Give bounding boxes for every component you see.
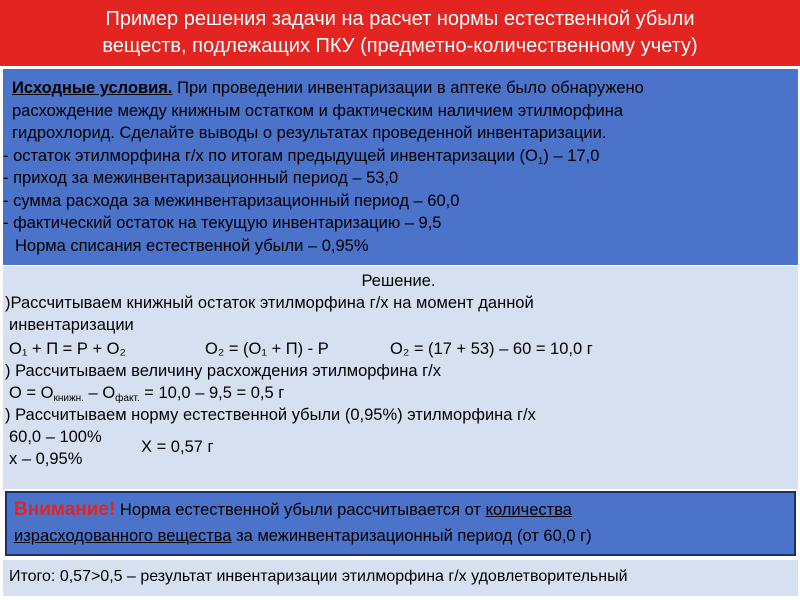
conditions-intro-3: гидрохлорид. Сделайте выводы о результатах проведенной инвентаризации.	[12, 124, 607, 142]
condition-item-2: - приход за межинвентаризационный период – 53,0	[3, 169, 399, 187]
condition-item-3: - сумма расхода за межинвентаризационный период – 60,0	[3, 191, 460, 210]
warning-line-1	[14, 497, 788, 523]
warning-text-2: за межинвентаризационный период (от 60,0 г)	[231, 527, 592, 545]
equation-3: О₂ = (17 + 53) – 60 = 10,0 г	[390, 340, 593, 358]
equation-4-post: = 10,0 – 9,5 = 0,5 г	[139, 384, 285, 402]
condition-item-1-value: ) – 17,0	[543, 146, 600, 165]
conditions-header: Исходные условия.	[12, 79, 173, 97]
equation-4-pre: О = О	[9, 384, 54, 402]
warning-box	[5, 491, 796, 556]
warning-line-2	[14, 523, 788, 549]
solution-step-3: ) Рассчитываем норму естественной убыли (0,95%) этилморфина г/х	[5, 406, 536, 424]
proportion-block	[5, 426, 792, 470]
solution-panel	[3, 266, 798, 489]
equation-4-sub-fact: факт.	[115, 393, 140, 404]
equation-2: О₂ = (О₁ + П) - Р	[205, 340, 329, 358]
proportion-line-1: 60,0 – 100%	[9, 428, 102, 446]
proportion-result: Х = 0,57 г	[141, 438, 214, 456]
title-line-2: веществ, подлежащих ПКУ (предметно-количественному учету)	[102, 35, 698, 57]
equation-4	[5, 382, 792, 404]
total-text: Итого: 0,57>0,5 – результат инвентаризации этилморфина г/х удовлетворительный	[9, 568, 628, 585]
condition-item-1	[3, 145, 792, 168]
equation-1: О₁ + П = Р + О₂	[9, 340, 126, 358]
equation-4-sub-book: книжн.	[53, 393, 84, 404]
solution-step-1a: )Рассчитываем книжный остаток этилморфина г/х на момент данной	[5, 294, 534, 312]
condition-item-1-sub: 1	[537, 155, 544, 167]
condition-item-1-text: - остаток этилморфина г/х по итогам предыдущей инвентаризации (О	[3, 146, 538, 165]
condition-item-5: Норма списания естественной убыли – 0,95%	[15, 236, 369, 255]
conditions-panel	[3, 69, 798, 265]
title-line-1: Пример решения задачи на расчет нормы естественной убыли	[105, 8, 695, 30]
attention-label: Внимание!	[14, 499, 116, 520]
slide-title	[0, 0, 800, 66]
condition-item-4: - фактический остаток на текущую инвентаризацию – 9,5	[3, 214, 442, 232]
conditions-intro-2: расхождение между книжным остатком и фактическим наличием этилморфина	[12, 101, 623, 120]
conditions-intro-1: При проведении инвентаризации в аптеке было обнаружено	[172, 79, 644, 97]
solution-step-2: ) Рассчитываем величину расхождения этилморфина г/х	[5, 362, 441, 380]
warning-underline-1: количества	[485, 501, 572, 519]
warning-underline-2: израсходованного вещества	[14, 527, 232, 545]
solution-heading: Решение.	[361, 272, 436, 290]
solution-equations-row	[5, 336, 792, 360]
conditions-intro-line-1	[12, 77, 792, 100]
proportion-line-2: х – 0,95%	[9, 450, 83, 468]
equation-4-mid: – О	[83, 384, 116, 402]
solution-step-1b: инвентаризации	[9, 316, 134, 334]
total-bar	[3, 560, 798, 596]
warning-text-1: Норма естественной убыли рассчитывается от	[115, 501, 486, 519]
